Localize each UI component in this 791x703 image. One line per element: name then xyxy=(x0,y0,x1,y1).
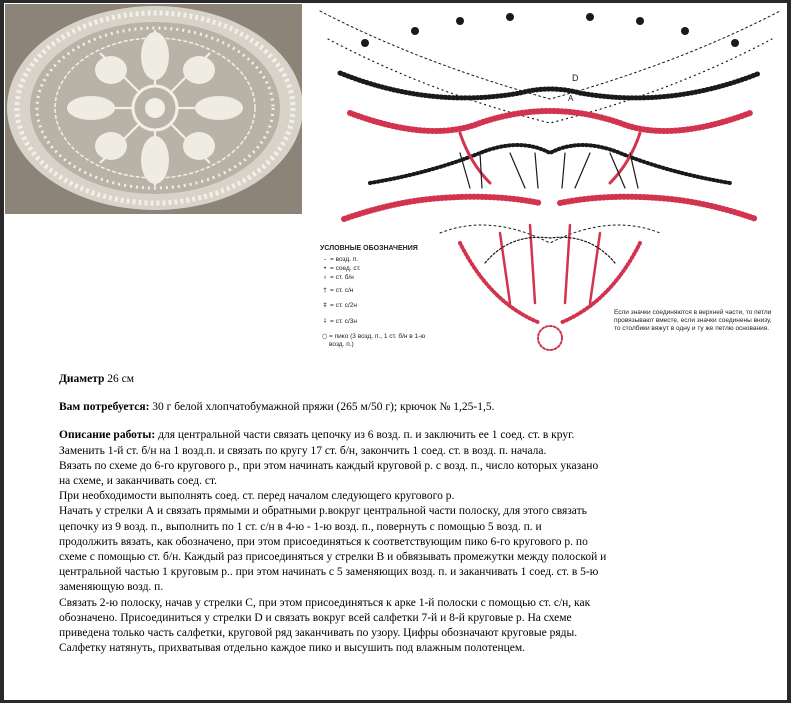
legend-label: = пико (3 возд. п., 1 ст. б/н в 1-ю возд. п.) xyxy=(329,333,426,348)
legend-label: = ст. б/н xyxy=(330,273,354,281)
diameter-line xyxy=(59,372,749,387)
legend-label: = соед. ст. xyxy=(330,265,361,273)
description-line: цепочку из 9 возд. п., выполнить по 1 ст. с/н в 4-ю - 1-ю возд. п., повернуть с помощью 5 возд. п. и xyxy=(59,520,542,533)
legend-item xyxy=(320,318,440,326)
treble-crochet-symbol: ‡ xyxy=(323,300,327,309)
description-line: центральной частью 1 круговым р.. при этом начинать с 5 заменяющих возд. п. и заканчивать 1 соед. ст. в 5-ю xyxy=(59,566,599,579)
chain-stitch-symbol: - xyxy=(323,255,327,264)
legend-item xyxy=(320,256,440,264)
description-line: обозначено. Присоединиться у стрелки D и связать вокруг всей салфетки 7-й и 8-й круговые р. На схеме xyxy=(59,611,572,624)
description-line: на схеме, и заканчивать соед. ст. xyxy=(59,475,217,488)
description-label: Описание работы: xyxy=(59,429,156,442)
description-line: Заменить 1-й ст. б/н на 1 возд.п. и связать по кругу 17 ст. б/н, закончить 1 соед. ст. в возд. п. начала. xyxy=(59,444,547,457)
legend-label: = ст. с/2н xyxy=(330,301,357,309)
materials-value: 30 г белой хлопчатобумажной пряжи (265 м/50 г); крючок № 1,25-1,5. xyxy=(152,401,495,414)
materials-line xyxy=(59,400,749,415)
description-line: При необходимости выполнять соед. ст. перед началом следующего кругового р. xyxy=(59,490,455,503)
materials-label: Вам потребуется: xyxy=(59,401,150,414)
description-line: приведена только часть салфетки, круговой ряд заканчивать по узору. Цифры обозначают круговые ряды. xyxy=(59,627,578,640)
description-first-text: для центральной части связать цепочку из 6 возд. п. и заключить ее 1 соед. ст. в круг. xyxy=(158,429,575,442)
document-page xyxy=(4,3,787,700)
single-crochet-symbol: ı xyxy=(324,272,326,281)
legend-label: = ст. с/3н xyxy=(330,318,357,326)
description-first-line xyxy=(59,428,749,443)
description-line: Вязать по схеме до 6-го кругового р., при этом начинать каждый круговой р. с возд. п., число которых указано xyxy=(59,459,599,472)
legend-label: = ст. с/н xyxy=(330,286,354,294)
legend-title: УСЛОВНЫЕ ОБОЗНАЧЕНИЯ xyxy=(320,245,418,252)
legend xyxy=(320,245,440,350)
diameter-value: 26 см xyxy=(107,373,135,385)
double-treble-symbol: ⸸ xyxy=(323,317,327,326)
legend-item xyxy=(320,265,440,273)
legend-item xyxy=(320,274,440,282)
doily-photo xyxy=(5,4,302,214)
description-line: Начать у стрелки А и связать прямыми и обратными р.вокруг центральной части полоску, для этого связать xyxy=(59,505,587,518)
description-line: продолжить вязать, как обозначено, при этом присоединяться к соответствующим пико 6-го кругового р. по xyxy=(59,535,588,548)
description-line: заменяющую возд. п. xyxy=(59,581,164,594)
description-line: Связать 2-ю полоску, начав у стрелки С, при этом присоединяться к арке 1-й полоски с помощью ст. с/н, как xyxy=(59,596,591,609)
diagram-note: Если значки соединяются в верхней части, то петли провязывают вместе, если значки соединены внизу, то столбики вяжут в одну и ту же петлю основания. xyxy=(614,309,772,333)
double-crochet-symbol: † xyxy=(323,285,327,294)
picot-symbol: ○ xyxy=(321,332,328,341)
legend-item xyxy=(320,333,440,349)
chart-letter-a: A xyxy=(568,94,574,103)
slip-stitch-symbol: • xyxy=(323,264,327,273)
legend-item xyxy=(320,287,440,295)
legend-item xyxy=(320,302,440,310)
description-line: Салфетку натянуть, прихватывая отдельно каждое пико и высушить под влажным полотенцем. xyxy=(59,642,526,655)
legend-label: = возд. п. xyxy=(330,256,359,264)
description-line: схеме с помощью ст. б/н. Каждый раз присоединяться у стрелки В и обвязывать промежутки между полоской и xyxy=(59,551,607,564)
instructions-text xyxy=(59,372,749,656)
diameter-label: Диаметр xyxy=(59,373,105,385)
chart-letter-d: D xyxy=(572,73,579,83)
